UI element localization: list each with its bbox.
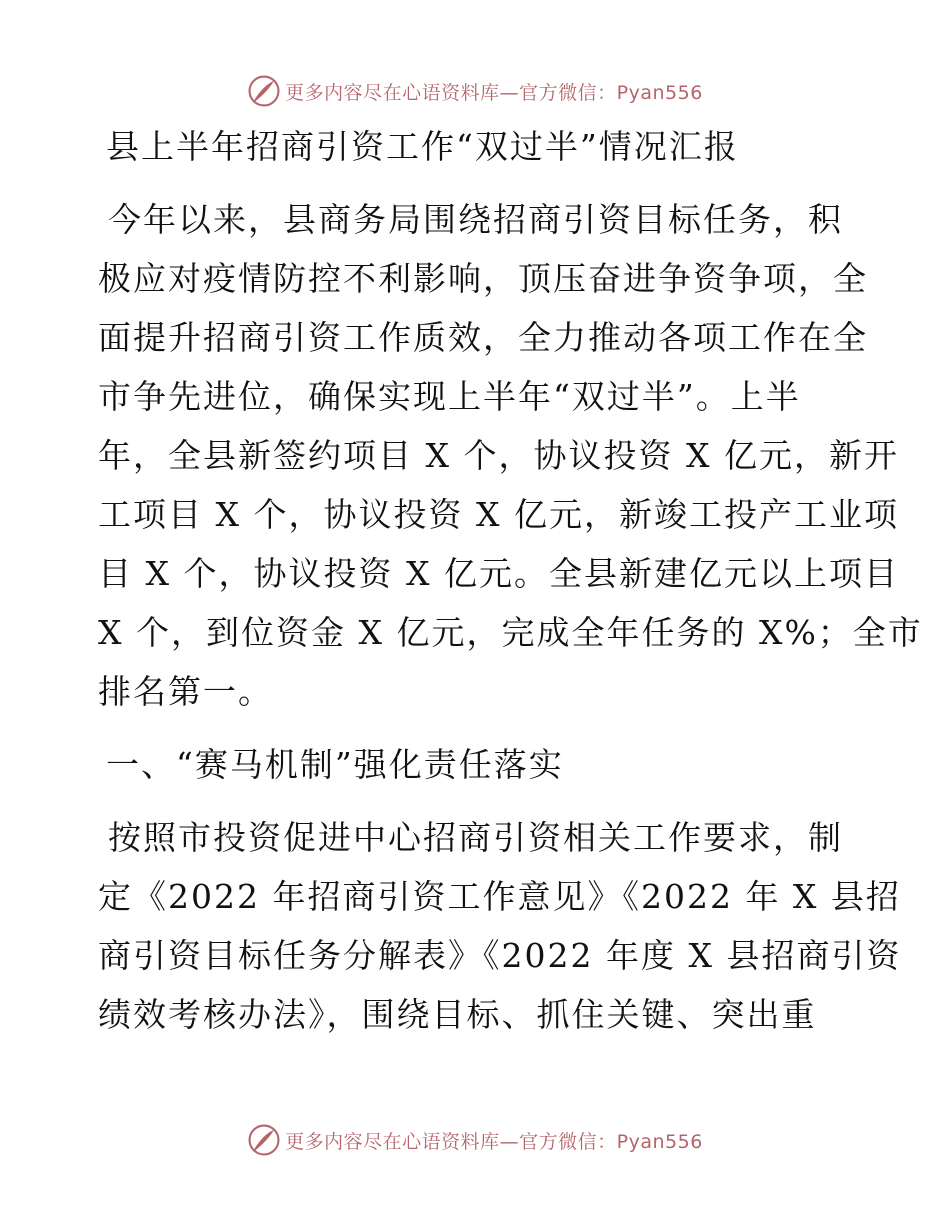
quill-pen-logo-icon bbox=[247, 1123, 281, 1157]
paragraph-line: 面提升招商引资工作质效，全力推动各项工作在全 bbox=[98, 318, 868, 357]
paragraph-line: 排名第一。 bbox=[98, 672, 273, 711]
paragraph-line: 极应对疫情防控不利影响，顶压奋进争资争项，全 bbox=[98, 259, 868, 298]
paragraph-line: 绩效考核办法》，围绕目标、抓住关键、突出重 bbox=[98, 995, 817, 1034]
document-title: 县上半年招商引资工作“双过半”情况汇报 bbox=[106, 127, 739, 166]
paragraph-line: 定《2022 年招商引资工作意见》《2022 年 X 县招 bbox=[98, 877, 901, 916]
header-watermark bbox=[0, 71, 950, 111]
paragraph-line: 商引资目标任务分解表》《2022 年度 X 县招商引资 bbox=[98, 936, 902, 975]
paragraph-line: 按照市投资促进中心招商引资相关工作要求，制 bbox=[108, 818, 843, 857]
paragraph-line: 市争先进位，确保实现上半年“双过半”。上半 bbox=[98, 377, 801, 416]
paragraph-line: 今年以来，县商务局围绕招商引资目标任务，积 bbox=[108, 200, 843, 239]
paragraph-line: 工项目 X 个，协议投资 X 亿元，新竣工投产工业项 bbox=[98, 495, 899, 534]
watermark-text: 更多内容尽在心语资料库—官方微信：Pyan556 bbox=[285, 1130, 703, 1153]
paragraph-line: 年，全县新签约项目 X 个，协议投资 X 亿元，新开 bbox=[98, 436, 899, 475]
paragraph-line: X 个，到位资金 X 亿元，完成全年任务的 X%；全市 bbox=[98, 613, 923, 652]
paragraph-line: 目 X 个，协议投资 X 亿元。全县新建亿元以上项目 bbox=[98, 554, 899, 593]
footer-watermark bbox=[0, 1120, 950, 1160]
watermark-text: 更多内容尽在心语资料库—官方微信：Pyan556 bbox=[285, 81, 703, 104]
quill-pen-logo-icon bbox=[247, 74, 281, 108]
section-heading: 一、“赛马机制”强化责任落实 bbox=[106, 745, 564, 784]
